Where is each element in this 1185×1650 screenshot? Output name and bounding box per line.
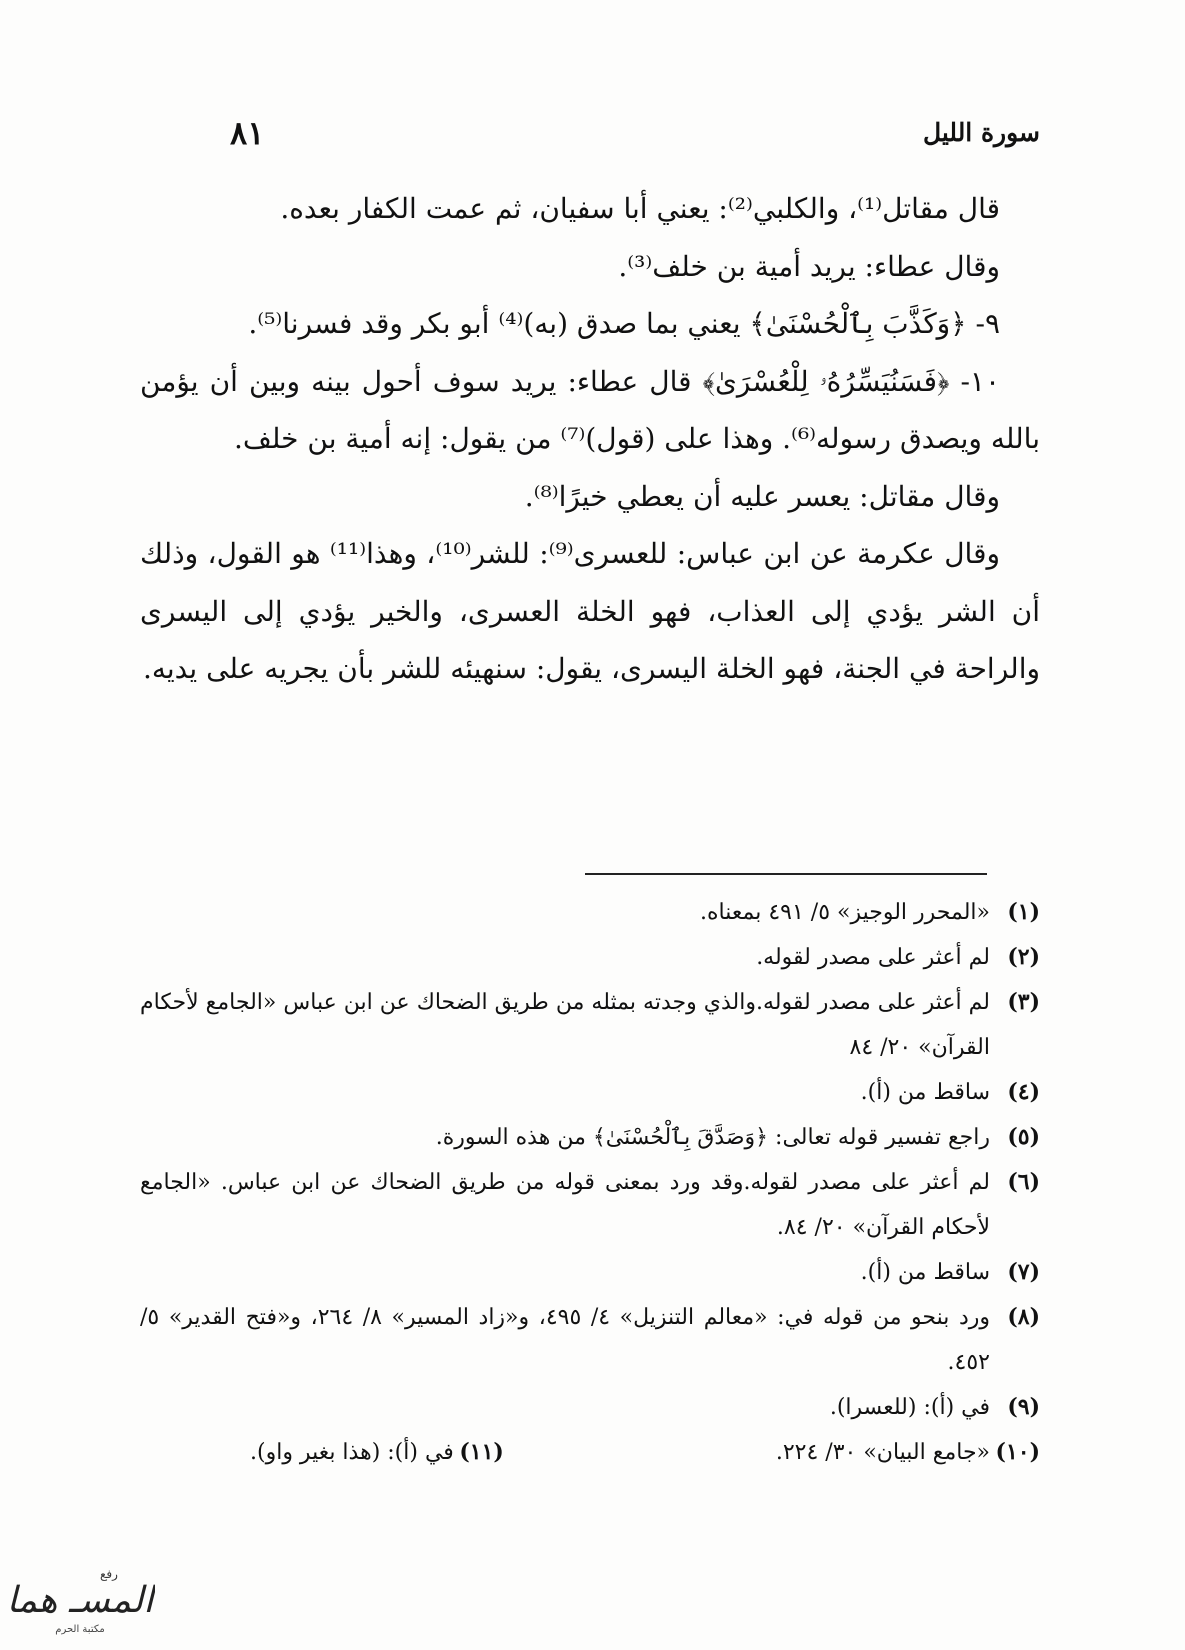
paragraph: وقال عكرمة عن ابن عباس: للعسرى⁽⁹⁾: للشر⁽¹⁰⁾، وهذا⁽¹¹⁾ هو القول، وذلك أن الشر يؤدي إلى العذاب، فهو الخلة العسرى، والخير يؤدي إلى اليسرى والراحة في الجنة، فهو الخلة اليسرى، يقول: سنهيئه للشر بأن يجريه على يديه.: [140, 537, 1040, 685]
footnote: [250, 1430, 504, 1475]
footnote-number: (١٠): [995, 1439, 1040, 1465]
footnote: [140, 890, 1040, 935]
footnote-text: «جامع البيان» ٣٠/ ٢٢٤.: [775, 1440, 990, 1465]
footnote-number: (٥): [1007, 1124, 1040, 1150]
footnote-number: (٣): [1007, 989, 1040, 1015]
footnote-number: (١): [1007, 899, 1040, 925]
footnote-text: ساقط من (أ).: [860, 1080, 990, 1105]
footnote-number: (٨): [1007, 1304, 1040, 1330]
footnote-text: «المحرر الوجيز» ٥/ ٤٩١ بمعناه.: [700, 900, 990, 925]
footnote: [140, 1070, 1040, 1115]
paragraph: وقال عطاء: يريد أمية بن خلف⁽³⁾.: [618, 249, 1000, 283]
footnote-text: لم أعثر على مصدر لقوله.: [756, 945, 990, 970]
paragraph: ٩- ﴿وَكَذَّبَ بِٱلْحُسْنَىٰ﴾ يعني بما صدق (به)⁽⁴⁾ أبو بكر وقد فسرنا⁽⁵⁾.: [248, 307, 1000, 340]
footnote: [140, 935, 1040, 980]
stamp-small-text: رفع: [100, 1567, 118, 1581]
footnote: [140, 1250, 1040, 1295]
footnote: [140, 1115, 1040, 1160]
footnote-number: (٦): [1007, 1169, 1040, 1195]
paragraph: وقال مقاتل: يعسر عليه أن يعطي خيرًا⁽⁸⁾.: [524, 479, 1000, 513]
surah-title: سورة الليل: [922, 118, 1040, 147]
footnote-text: لم أعثر على مصدر لقوله.وقد ورد بمعنى قوله من طريق الضحاك عن ابن عباس. «الجامع لأحكام القرآن» ٢٠/ ٨٤.: [140, 1170, 990, 1240]
footnote: [140, 980, 1040, 1070]
page-header: [185, 114, 1040, 158]
footnote-number: (٢): [1007, 944, 1040, 970]
page-number: ٨١: [230, 114, 265, 152]
footnote-text: في (أ): (هذا بغير واو).: [250, 1440, 454, 1465]
footnote-text: ساقط من (أ).: [860, 1260, 990, 1285]
library-stamp-logo: [5, 1560, 155, 1640]
footnote-text: في (أ): (للعسرا).: [829, 1395, 990, 1420]
paragraph: قال مقاتل⁽¹⁾، والكلبي⁽²⁾: يعني أبا سفيان، ثم عمت الكفار بعده.: [280, 192, 1000, 225]
footnote-row: [140, 1430, 1040, 1475]
footnote-divider: [585, 873, 987, 875]
footnote-number: (١١): [459, 1439, 504, 1465]
footnote: [140, 1160, 1040, 1250]
footnote: [140, 1385, 1040, 1430]
footnote-number: (٧): [1007, 1259, 1040, 1285]
footnote-text: لم أعثر على مصدر لقوله.والذي وجدته بمثله من طريق الضحاك عن ابن عباس «الجامع لأحكام القرآن» ٢٠/ ٨٤: [140, 990, 990, 1060]
footnote-number: (٤): [1007, 1079, 1040, 1105]
main-text: [140, 180, 1040, 698]
stamp-main-text: المسـ هما: [6, 1580, 154, 1621]
paragraph: ١٠- ﴿فَسَنُيَسِّرُهُۥ لِلْعُسْرَىٰ﴾ قال عطاء: يريد سوف أحول بينه وبين أن يؤمن بالله ويصدق رسوله⁽⁶⁾. وهذا على (قول)⁽⁷⁾ من يقول: إنه أمية بن خلف.: [140, 364, 1040, 455]
footnote-text: راجع تفسير قوله تعالى: ﴿وَصَدَّقَ بِٱلْحُسْنَىٰ﴾ من هذه السورة.: [435, 1125, 990, 1150]
stamp-sub-text: مكتبة الحرم: [55, 1624, 105, 1635]
footnotes: [140, 890, 1040, 1475]
footnote-number: (٩): [1007, 1394, 1040, 1420]
footnote-text: ورد بنحو من قوله في: «معالم التنزيل» ٤/ ٤٩٥، و«زاد المسير» ٨/ ٢٦٤، و«فتح القدير» ٥/ ٤٥٢.: [140, 1305, 990, 1375]
footnote: [140, 1295, 1040, 1385]
